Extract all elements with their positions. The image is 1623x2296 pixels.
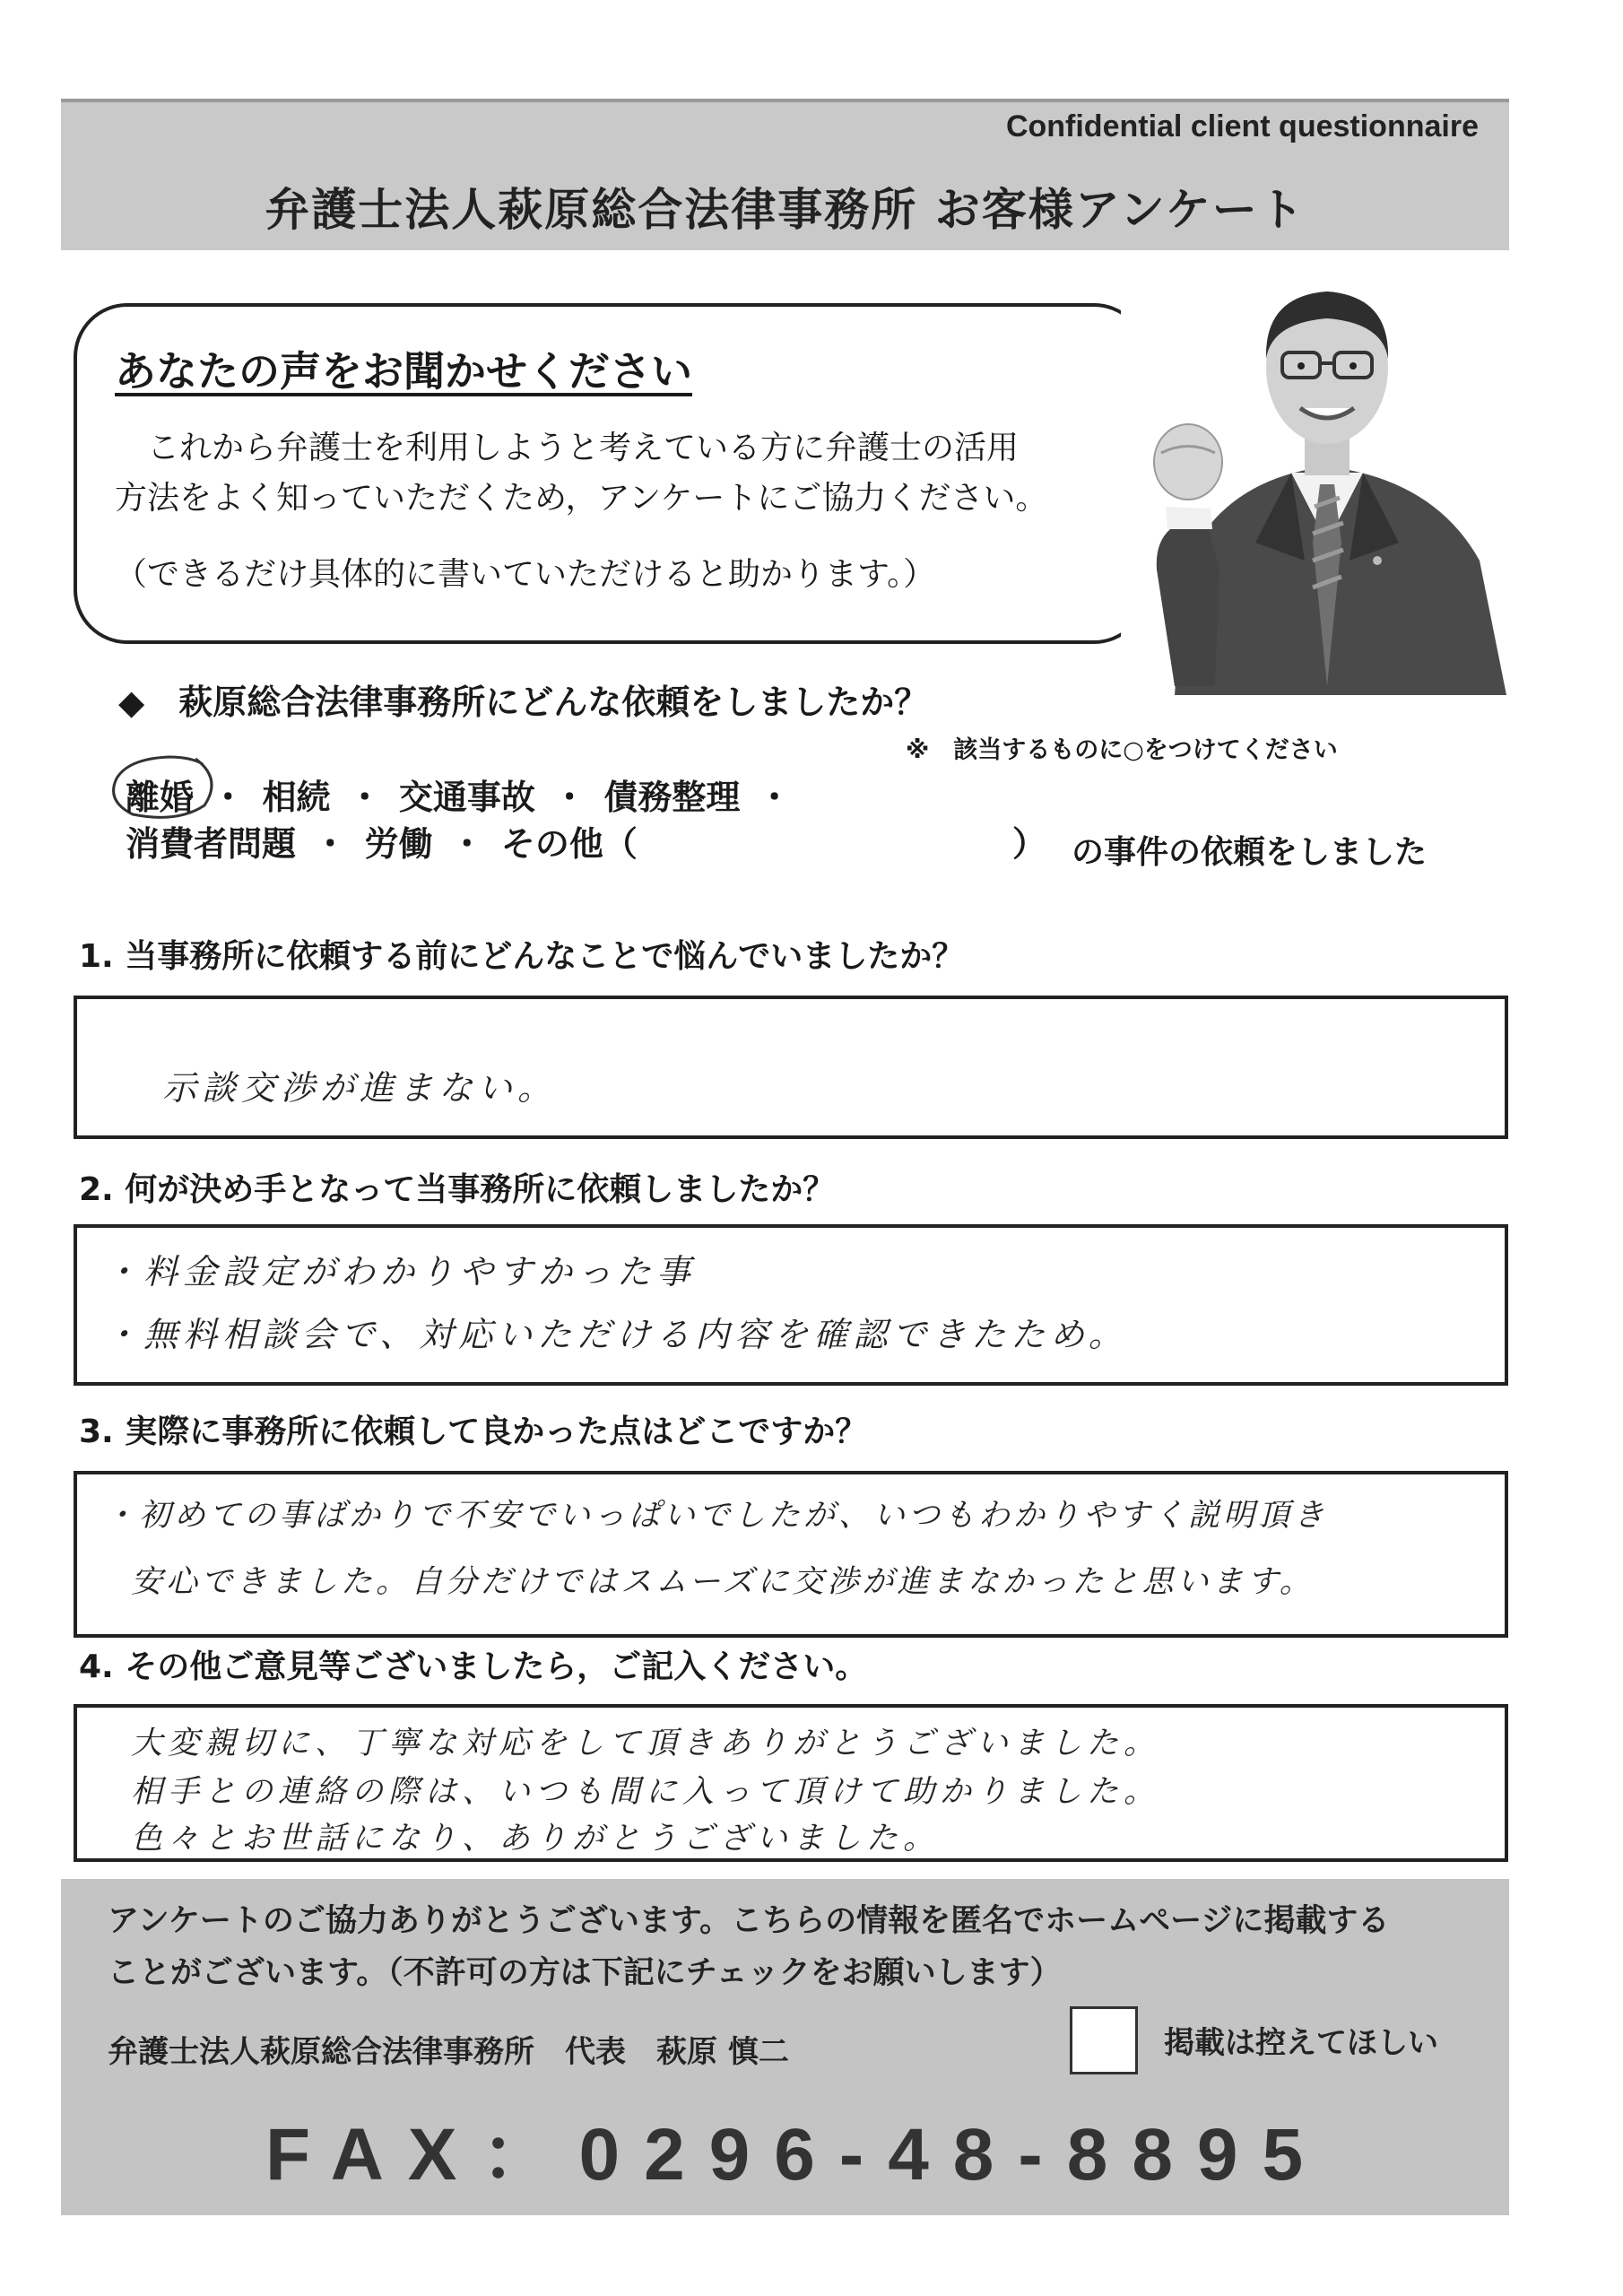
answer-2-line: ・料金設定がわかりやすかった事 — [104, 1252, 697, 1292]
answer-4-box — [74, 1704, 1508, 1862]
footer-notice-line: アンケートのご協力ありがとうございます。こちらの情報を匿名でホームページに掲載する — [108, 1903, 1390, 1939]
no-publish-checkbox-label: 掲載は控えてほしい — [1164, 2025, 1438, 2061]
answer-2-line: ・無料相談会で、対応いただける内容を確認できたため。 — [104, 1315, 1128, 1354]
case-options-line: 消費者問題 ・ 労働 ・ その他（ ） — [126, 824, 1046, 864]
answer-3-box — [74, 1471, 1508, 1638]
answer-3-line: ・初めての事ばかりで不安でいっぱいでしたが、いつもわかりやすく説明頂き — [104, 1498, 1329, 1534]
no-publish-checkbox[interactable] — [1070, 2006, 1138, 2074]
question-4-label: 4. その他ご意見等ございましたら，ご記入ください。 — [79, 1648, 868, 1685]
answer-3-line: 安心できました。自分だけではスムーズに交渉が進まなかったと思います。 — [131, 1564, 1315, 1600]
answer-4-line: 大変親切に、丁寧な対応をして頂きありがとうございました。 — [131, 1726, 1161, 1761]
question-1-label: 1. 当事務所に依頼する前にどんなことで悩んでいましたか？ — [79, 938, 965, 975]
header-subtitle: Confidential client questionnaire — [1005, 109, 1479, 144]
footer-band — [61, 1879, 1509, 2215]
answer-1-line: 示談交渉が進まない。 — [162, 1068, 558, 1108]
intro-body-line: 方法をよく知っていただくため，アンケートにご協力ください。 — [115, 480, 1048, 517]
intro-body-line: これから弁護士を利用しようと考えている方に弁護士の活用 — [147, 430, 1020, 466]
answer-2-box — [74, 1224, 1508, 1386]
case-question-note: ※ 該当するものに○をつけてください — [906, 736, 1338, 764]
case-options-line: 離婚 ・ 相続 ・ 交通事故 ・ 債務整理 ・ — [126, 778, 792, 817]
fax-number: FAX：0296-48-8895 — [265, 2114, 1328, 2196]
question-2-label: 2. 何が決め手となって当事務所に依頼しましたか？ — [79, 1171, 836, 1208]
answer-4-line: 色々とお世話になり、ありがとうございました。 — [131, 1821, 941, 1857]
answer-4-line: 相手との連絡の際は、いつも間に入って頂けて助かりました。 — [131, 1774, 1161, 1810]
header-band — [61, 99, 1509, 250]
answer-1-box — [74, 996, 1508, 1139]
lawyer-photo — [1121, 274, 1538, 695]
page-title: 弁護士法人萩原総合法律事務所 お客様アンケート — [265, 184, 1306, 236]
intro-body — [115, 423, 1119, 524]
footer-notice-line: ことがございます。（不許可の方は下記にチェックをお願いします） — [108, 1955, 1062, 1991]
footer-notice — [108, 1895, 1471, 1999]
case-question-label: ◆ 萩原総合法律事務所にどんな依頼をしましたか？ — [118, 683, 929, 722]
footer-signature: 弁護士法人萩原総合法律事務所 代表 萩原 慎二 — [108, 2034, 789, 2070]
intro-heading: あなたの声をお聞かせください — [115, 347, 692, 396]
case-options-suffix: の事件の依頼をしました — [1072, 834, 1428, 871]
question-3-label: 3. 実際に事務所に依頼して良かった点はどこですか？ — [79, 1413, 868, 1450]
intro-note: （できるだけ具体的に書いていただけると助かります。） — [115, 556, 936, 593]
